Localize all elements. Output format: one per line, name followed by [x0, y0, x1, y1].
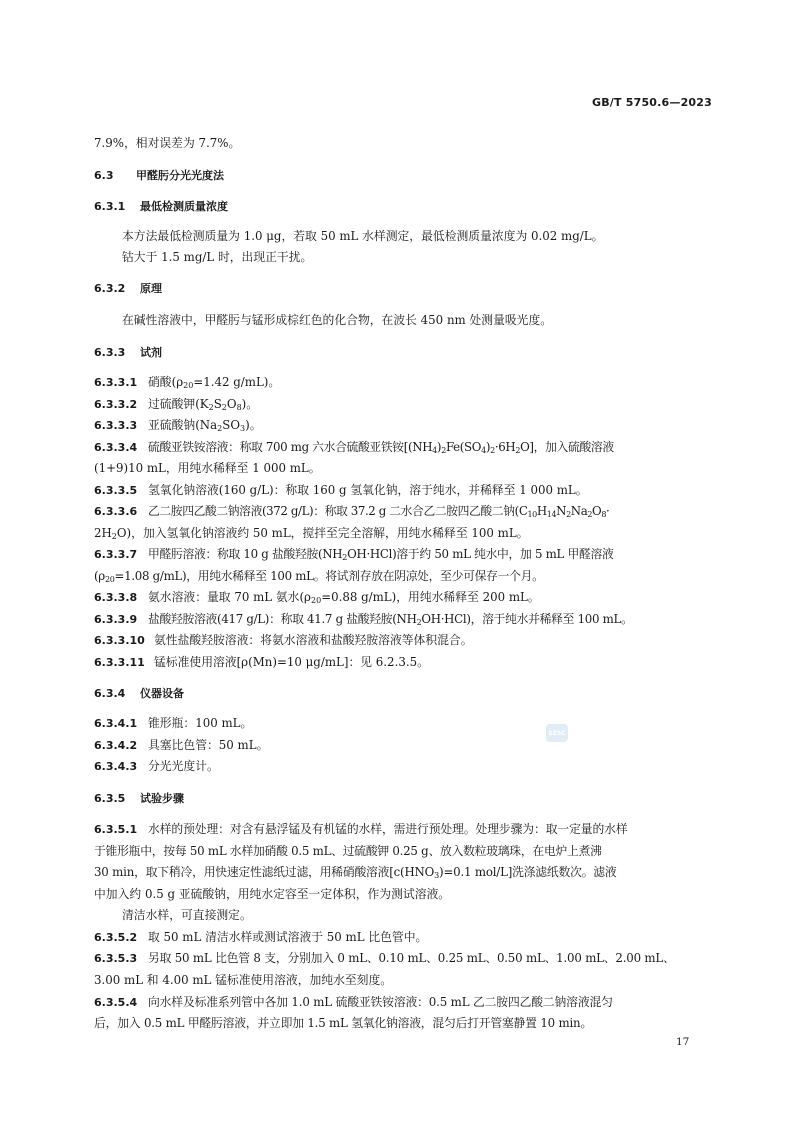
- item-text: 氢氧化钠溶液(160 g/L)：称取 160 g 氢氧化钠，溶于纯水，并稀释至 1 000 mL。: [148, 483, 588, 497]
- item-text: O)，加入氢氧化钠溶液约 50 mL，搅拌至完全溶解，用纯水稀释至 100 mL。: [116, 526, 529, 540]
- item-text: 硝酸(ρ: [148, 375, 184, 389]
- item-text: 过硫酸钾(K: [148, 397, 209, 411]
- subscript: 2: [217, 424, 223, 433]
- item-number: 6.3.3.9: [94, 613, 138, 626]
- equipment-item: [94, 759, 219, 774]
- reagent-item-continuation: (1+9)10 mL，用纯水稀释至 1 000 mL。: [94, 461, 321, 475]
- reagent-item: [94, 547, 614, 565]
- item-number: 6.3.3.5: [94, 484, 138, 497]
- item-text: )。: [245, 418, 262, 432]
- section-heading: [94, 169, 224, 183]
- item-text: OH·HCl)溶于约 50 mL 纯水中，加 5 mL 甲醛溶液: [347, 547, 614, 561]
- reagent-item: [94, 397, 258, 415]
- procedure-line: 中加入约 0.5 g 亚硫酸钠，用纯水定容至一定体积，作为测试溶液。: [94, 887, 451, 901]
- item-text: 30 min，取下稍冷，用快速定性滤纸过滤，用稀硝酸溶液[c(HNO: [94, 865, 435, 879]
- subsection-heading: [94, 792, 184, 806]
- item-text: 氨性盐酸羟胺溶液：将氨水溶液和盐酸羟胺溶液等体积混合。: [154, 633, 473, 647]
- item-number: 6.3.5.2: [94, 931, 138, 944]
- subsection-number: 6.3.2: [94, 282, 126, 295]
- item-text: O: [226, 397, 237, 411]
- subscript: 8: [601, 510, 607, 519]
- item-number: 6.3.3.1: [94, 376, 138, 389]
- procedure-line: 于锥形瓶中，按每 50 mL 水样加硝酸 0.5 mL、过硫酸钾 0.25 g、放入数粒玻璃珠，在电炉上煮沸: [94, 844, 602, 858]
- reagent-item: [94, 483, 588, 498]
- item-number: 6.3.3.11: [94, 656, 145, 669]
- item-text: 亚硫酸钠(Na: [148, 418, 218, 432]
- subsection-number: 6.3.1: [94, 200, 126, 213]
- subscript: 2: [208, 403, 214, 412]
- item-text: 向水样及标准系列管中各加 1.0 mL 硫酸亚铁铵溶液：0.5 mL 乙二胺四乙酸二钠溶液混匀: [148, 995, 613, 1009]
- item-number: 6.3.5.4: [94, 996, 138, 1009]
- procedure-line: 后，加入 0.5 mL 甲醛肟溶液，并立即加 1.5 mL 氢氧化钠溶液，混匀后打开管塞静置 10 min。: [94, 1016, 593, 1030]
- item-text: =1.42 g/mL)。: [193, 375, 281, 389]
- subscript: 4: [432, 446, 437, 455]
- reagent-item-continuation: [94, 569, 544, 587]
- subscript: 10: [527, 510, 537, 519]
- item-text: OH·HCl)，溶于纯水并稀释至 100 mL。: [421, 612, 633, 626]
- item-number: 6.3.5.1: [94, 823, 138, 836]
- item-text: ·: [606, 504, 610, 518]
- item-number: 6.3.4.3: [94, 760, 138, 773]
- reagent-item: [94, 633, 473, 648]
- item-text: 水样的预处理：对含有悬浮锰及有机锰的水样，需进行预处理。处理步骤为：取一定量的水样: [148, 822, 628, 836]
- paragraph: 在碱性溶液中，甲醛肟与锰形成棕红色的化合物，在波长 450 nm 处测量吸光度。: [122, 313, 553, 327]
- item-text: H: [536, 504, 547, 518]
- subsection-number: 6.3.5: [94, 792, 126, 805]
- subscript: 20: [311, 596, 322, 605]
- section-title: 甲醛肟分光光度法: [136, 169, 224, 182]
- reagent-item: [94, 590, 540, 608]
- item-text: =1.08 g/mL)，用纯水稀释至 100 mL。将试剂存放在阴凉处，至少可保存一个月。: [114, 569, 544, 583]
- item-text: 锥形瓶：100 mL。: [148, 716, 253, 730]
- subscript: 2: [416, 618, 422, 627]
- item-text: 另取 50 mL 比色管 8 支，分别加入 0 mL、0.10 mL、0.25 mL、0.50 mL、1.00 mL、2.00 mL、: [148, 951, 675, 965]
- item-text: 硫酸亚铁铵溶液：称取 700 mg 六水合硫酸亚铁铵[(NH: [148, 440, 433, 454]
- procedure-item: [94, 930, 427, 945]
- item-number: 6.3.3.2: [94, 398, 138, 411]
- subsection-title: 最低检测质量浓度: [140, 200, 228, 213]
- item-text: 锰标准使用溶液[ρ(Mn)=10 μg/mL]：见 6.2.3.5。: [154, 655, 429, 669]
- item-number: 6.3.3.4: [94, 441, 138, 454]
- procedure-line: 3.00 mL 和 4.00 mL 锰标准使用溶液，加纯水至刻度。: [94, 973, 393, 987]
- subsection-title: 仪器设备: [140, 687, 184, 700]
- paragraph: 钴大于 1.5 mg/L 时，出现正干扰。: [122, 250, 313, 264]
- subscript: 2: [221, 403, 227, 412]
- item-text: ): [485, 440, 491, 454]
- subsection-number: 6.3.4: [94, 687, 126, 700]
- watermark-logo: SZSC: [546, 724, 568, 742]
- item-text: 取 50 mL 清洁水样或测试溶液于 50 mL 比色管中。: [148, 930, 428, 944]
- procedure-line: [94, 865, 617, 883]
- item-number: 6.3.3.6: [94, 505, 138, 518]
- subscript: 20: [104, 575, 115, 584]
- equipment-item: [94, 738, 268, 753]
- reagent-item: [94, 440, 614, 458]
- item-text: Na: [570, 504, 588, 518]
- subsection-title: 试剂: [140, 346, 162, 359]
- item-text: ): [436, 440, 442, 454]
- subscript: 8: [236, 403, 242, 412]
- reagent-item: [94, 375, 280, 393]
- item-text: SO: [222, 418, 241, 432]
- item-text: 具塞比色管：50 mL。: [148, 738, 269, 752]
- item-number: 6.3.4.2: [94, 739, 138, 752]
- reagent-item: [94, 612, 633, 630]
- item-number: 6.3.3.8: [94, 591, 138, 604]
- item-text: 乙二胺四乙酸二钠溶液(372 g/L)：称取 37.2 g 二水合乙二胺四乙酸二钠(C: [148, 504, 528, 518]
- item-text: N: [556, 504, 567, 518]
- continuation-text: 7.9%，相对误差为 7.7%。: [94, 136, 241, 150]
- item-text: Fe(SO: [445, 440, 482, 454]
- subscript: 3: [240, 424, 246, 433]
- procedure-item: [94, 995, 613, 1010]
- equipment-item: [94, 716, 252, 731]
- page-number: 17: [676, 1036, 690, 1048]
- item-text: )。: [241, 397, 259, 411]
- item-text: ·6H: [494, 440, 516, 454]
- subscript: 4: [481, 446, 486, 455]
- procedure-item: [94, 951, 675, 966]
- paragraph: 本方法最低检测质量为 1.0 μg，若取 50 mL 水样测定，最低检测质量浓度为 0.02 mg/L。: [122, 229, 604, 243]
- reagent-item: [94, 418, 262, 436]
- subsection-title: 试验步骤: [140, 792, 184, 805]
- subscript: 2: [342, 553, 348, 562]
- item-text: 盐酸羟胺溶液(417 g/L)：称取 41.7 g 盐酸羟胺(NH: [148, 612, 417, 626]
- subsection-title: 原理: [140, 282, 162, 295]
- subscript: 2: [515, 446, 521, 455]
- subscript: 14: [546, 510, 557, 519]
- item-number: 6.3.4.1: [94, 717, 138, 730]
- item-number: 6.3.3.10: [94, 634, 145, 647]
- item-text: 2H: [94, 526, 112, 540]
- item-text: (ρ: [94, 569, 105, 583]
- item-number: 6.3.3.7: [94, 548, 138, 561]
- item-text: 甲醛肟溶液：称取 10 g 盐酸羟胺(NH: [148, 547, 343, 561]
- subscript: 2: [566, 510, 571, 519]
- reagent-item: [94, 504, 609, 522]
- item-number: 6.3.3.3: [94, 419, 138, 432]
- subscript: 2: [441, 446, 446, 455]
- procedure-line: 清洁水样，可直接测定。: [122, 908, 252, 922]
- subscript: 3: [434, 871, 440, 880]
- subscript: 2: [111, 532, 117, 541]
- reagent-item: [94, 655, 429, 670]
- procedure-item: [94, 822, 628, 837]
- subsection-heading: [94, 282, 162, 296]
- item-text: )=0.1 mol/L]洗涤滤纸数次。滤液: [439, 865, 617, 879]
- item-text: 分光光度计。: [148, 759, 219, 773]
- subscript: 2: [490, 446, 495, 455]
- item-text: =0.88 g/mL)，用纯水稀释至 200 mL。: [321, 590, 540, 604]
- item-text: O]，加入硫酸溶液: [520, 440, 614, 454]
- item-text: O: [592, 504, 602, 518]
- item-text: S: [213, 397, 222, 411]
- subscript: 20: [183, 381, 194, 390]
- subsection-heading: [94, 687, 184, 701]
- subsection-heading: [94, 346, 162, 360]
- item-number: 6.3.5.3: [94, 952, 138, 965]
- subsection-number: 6.3.3: [94, 346, 126, 359]
- standard-number: GB/T 5750.6—2023: [591, 96, 712, 109]
- subscript: 2: [587, 510, 593, 519]
- subsection-heading: [94, 200, 228, 214]
- reagent-item-continuation: [94, 526, 528, 544]
- section-number: 6.3: [94, 169, 114, 182]
- item-text: 氨水溶液：量取 70 mL 氨水(ρ: [148, 590, 311, 604]
